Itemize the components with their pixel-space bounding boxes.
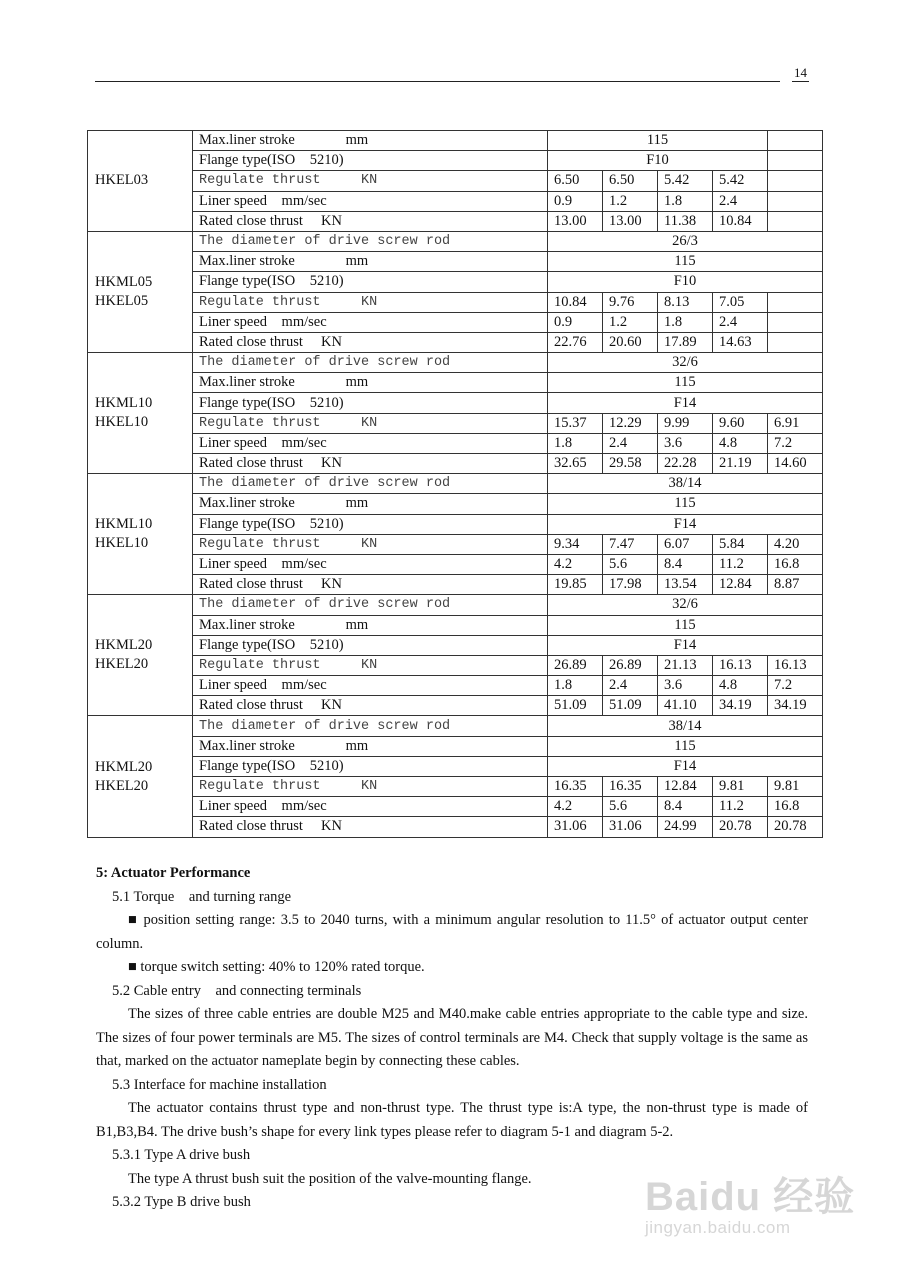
parameter-label: The diameter of drive screw rod (193, 231, 548, 251)
table-row (88, 353, 823, 373)
parameter-value: F14 (548, 514, 823, 534)
model-name: HKEL03 (95, 172, 149, 189)
table-row (88, 433, 823, 453)
parameter-value: 115 (548, 494, 823, 514)
parameter-value: 2.4 (603, 676, 658, 696)
parameter-value: 4.8 (713, 676, 768, 696)
table-row (88, 635, 823, 655)
parameter-value: 9.81 (768, 777, 823, 797)
parameter-value: 6.50 (603, 171, 658, 191)
parameter-value: 115 (548, 615, 823, 635)
model-name: HKEL05 (95, 293, 149, 309)
parameter-value: 11.38 (658, 211, 713, 231)
parameter-value: 41.10 (658, 696, 713, 716)
table-row (88, 131, 823, 151)
subsection-heading: 5.2 Cable entry and connecting terminals (112, 982, 362, 999)
parameter-value: 24.99 (658, 817, 713, 837)
parameter-value: 9.60 (713, 413, 768, 433)
table-row (88, 231, 823, 251)
parameter-value: 1.8 (658, 191, 713, 211)
parameter-value: 20.78 (713, 817, 768, 837)
model-name: HKML10 (95, 395, 153, 412)
table-row (88, 655, 823, 675)
table-row (88, 676, 823, 696)
parameter-label: Liner speed mm/sec (193, 676, 548, 696)
parameter-value: 21.13 (658, 655, 713, 675)
model-name: HKML20 (95, 637, 153, 654)
parameter-value: 14.60 (768, 454, 823, 474)
parameter-value: 4.2 (548, 797, 603, 817)
table-row (88, 211, 823, 231)
parameter-label: The diameter of drive screw rod (193, 595, 548, 615)
parameter-value: 5.42 (658, 171, 713, 191)
parameter-label: Liner speed mm/sec (193, 797, 548, 817)
parameter-value: 115 (548, 736, 823, 756)
parameter-label: The diameter of drive screw rod (193, 353, 548, 373)
parameter-value: 4.20 (768, 534, 823, 554)
parameter-value: 9.76 (603, 292, 658, 312)
parameter-value: 14.63 (713, 332, 768, 352)
parameter-value: 31.06 (603, 817, 658, 837)
parameter-value: 10.84 (713, 211, 768, 231)
parameter-label: Max.liner stroke mm (193, 615, 548, 635)
watermark-logo: Baidu 经验 (645, 1175, 856, 1219)
parameter-label: Flange type(ISO 5210) (193, 514, 548, 534)
bullet-paragraph: ■ torque switch setting: 40% to 120% rated torque. (128, 959, 425, 975)
parameter-value: 38/14 (548, 474, 823, 494)
parameter-label: Rated close thrust KN (193, 575, 548, 595)
parameter-value: 10.84 (548, 292, 603, 312)
parameter-value: 5.84 (713, 534, 768, 554)
parameter-value: 0.9 (548, 312, 603, 332)
table-row (88, 272, 823, 292)
parameter-value: 32/6 (548, 595, 823, 615)
table-row (88, 756, 823, 776)
watermark-url: jingyan.baidu.com (645, 1218, 791, 1237)
parameter-value: 4.2 (548, 554, 603, 574)
parameter-label: Max.liner stroke mm (193, 494, 548, 514)
parameter-value: 32/6 (548, 353, 823, 373)
table-row (88, 494, 823, 514)
parameter-label: The diameter of drive screw rod (193, 474, 548, 494)
model-cell (88, 716, 193, 837)
parameter-value (768, 312, 823, 332)
parameter-label: Flange type(ISO 5210) (193, 635, 548, 655)
parameter-value: 12.84 (713, 575, 768, 595)
parameter-value: 16.8 (768, 554, 823, 574)
parameter-label: Liner speed mm/sec (193, 554, 548, 574)
page-number: 14 (794, 65, 807, 80)
parameter-value: 20.60 (603, 332, 658, 352)
table-row (88, 736, 823, 756)
parameter-label: Regulate thrust KN (193, 655, 548, 675)
parameter-value: 26.89 (548, 655, 603, 675)
model-name: HKML05 (95, 274, 153, 290)
table-row (88, 373, 823, 393)
parameter-value: 29.58 (603, 454, 658, 474)
parameter-value: 1.8 (658, 312, 713, 332)
parameter-value: 22.76 (548, 332, 603, 352)
table-row (88, 595, 823, 615)
table-row (88, 292, 823, 312)
subsection-heading: 5.3 Interface for machine installation (112, 1076, 327, 1093)
subsection-heading: 5.1 Torque and turning range (112, 888, 292, 905)
parameter-value: 12.84 (658, 777, 713, 797)
parameter-value: F14 (548, 756, 823, 776)
parameter-value: 0.9 (548, 191, 603, 211)
subsection-heading: 5.3.2 Type B drive bush (112, 1194, 251, 1210)
parameter-value: 6.50 (548, 171, 603, 191)
parameter-label: Liner speed mm/sec (193, 312, 548, 332)
parameter-value: 32.65 (548, 454, 603, 474)
parameter-value (768, 292, 823, 312)
table-row (88, 171, 823, 191)
parameter-label: Regulate thrust KN (193, 171, 548, 191)
table-row (88, 716, 823, 736)
model-name: HKEL20 (95, 656, 149, 673)
parameter-value: 2.4 (603, 433, 658, 453)
parameter-label: Regulate thrust KN (193, 413, 548, 433)
empty-cell (768, 151, 823, 171)
parameter-value: 21.19 (713, 454, 768, 474)
parameter-label: Rated close thrust KN (193, 817, 548, 837)
model-cell (88, 131, 193, 232)
parameter-value: 5.6 (603, 797, 658, 817)
table-row (88, 777, 823, 797)
table-row (88, 151, 823, 171)
parameter-value: 34.19 (768, 696, 823, 716)
paragraph: The type A thrust bush suit the position of the valve-mounting flange. (128, 1170, 532, 1187)
parameter-label: Regulate thrust KN (193, 534, 548, 554)
parameter-value: 6.91 (768, 413, 823, 433)
parameter-value: 8.4 (658, 797, 713, 817)
parameter-value: 11.2 (713, 797, 768, 817)
parameter-label: Rated close thrust KN (193, 332, 548, 352)
parameter-label: The diameter of drive screw rod (193, 716, 548, 736)
parameter-value: 12.29 (603, 413, 658, 433)
parameter-value: 9.99 (658, 413, 713, 433)
table-row (88, 252, 823, 272)
parameter-value: 5.6 (603, 554, 658, 574)
header-rule (95, 81, 780, 82)
parameter-value: 1.2 (603, 312, 658, 332)
model-name: HKEL10 (95, 535, 149, 552)
parameter-value: 19.85 (548, 575, 603, 595)
table-row (88, 575, 823, 595)
parameter-value: 16.13 (713, 655, 768, 675)
parameter-value: 51.09 (603, 696, 658, 716)
table-row (88, 554, 823, 574)
parameter-value: F14 (548, 635, 823, 655)
model-cell (88, 474, 193, 595)
parameter-value: 16.35 (548, 777, 603, 797)
parameter-value: 5.42 (713, 171, 768, 191)
table-row (88, 534, 823, 554)
parameter-value: 13.00 (603, 211, 658, 231)
parameter-value: F14 (548, 393, 823, 413)
parameter-value: 11.2 (713, 554, 768, 574)
parameter-label: Max.liner stroke mm (193, 373, 548, 393)
parameter-value: 34.19 (713, 696, 768, 716)
parameter-value (768, 171, 823, 191)
parameter-value: 1.8 (548, 676, 603, 696)
model-cell (88, 353, 193, 474)
parameter-value: 115 (548, 252, 823, 272)
parameter-label: Flange type(ISO 5210) (193, 151, 548, 171)
parameter-label: Flange type(ISO 5210) (193, 756, 548, 776)
parameter-value: 31.06 (548, 817, 603, 837)
table-row (88, 454, 823, 474)
section-body (96, 862, 808, 1215)
parameter-value: 2.4 (713, 312, 768, 332)
parameter-label: Rated close thrust KN (193, 211, 548, 231)
model-name: HKML10 (95, 516, 153, 533)
table-row (88, 817, 823, 837)
watermark (645, 1165, 855, 1238)
model-name: HKEL20 (95, 777, 149, 794)
parameter-value: 22.28 (658, 454, 713, 474)
parameter-value: 15.37 (548, 413, 603, 433)
spec-table (87, 130, 823, 838)
table-row (88, 615, 823, 635)
parameter-value: 8.13 (658, 292, 713, 312)
table-row (88, 696, 823, 716)
parameter-value: 7.05 (713, 292, 768, 312)
table-row (88, 797, 823, 817)
parameter-value: 13.00 (548, 211, 603, 231)
parameter-value: 3.6 (658, 676, 713, 696)
table-row (88, 191, 823, 211)
parameter-value: 20.78 (768, 817, 823, 837)
parameter-value: 51.09 (548, 696, 603, 716)
paragraph: The actuator contains thrust type and non-thrust type. The thrust type is:A type, the non-thrust type is made of B1,B3,B4. The drive bush’s shape for every link types please refer to diagram 5-1 and diagram 5-2. (96, 1100, 808, 1140)
parameter-value (768, 332, 823, 352)
table-row (88, 413, 823, 433)
parameter-value: 9.34 (548, 534, 603, 554)
parameter-value: 2.4 (713, 191, 768, 211)
parameter-value (768, 211, 823, 231)
model-name: HKML20 (95, 758, 153, 775)
parameter-value: 1.2 (603, 191, 658, 211)
parameter-label: Regulate thrust KN (193, 777, 548, 797)
table-row (88, 514, 823, 534)
parameter-value: 26.89 (603, 655, 658, 675)
parameter-value: 7.2 (768, 433, 823, 453)
paragraph: The sizes of three cable entries are double M25 and M40.make cable entries appropriate to the cable type and size. The sizes of four power terminals are M5. The sizes of control terminals are M4. Check that supply voltage is the same as that, marked on the actuator nameplate begin by connecting these cables. (96, 1006, 808, 1069)
parameter-label: Flange type(ISO 5210) (193, 272, 548, 292)
model-cell (88, 595, 193, 716)
parameter-value: 26/3 (548, 231, 823, 251)
parameter-label: Rated close thrust KN (193, 696, 548, 716)
subsection-heading: 5.3.1 Type A drive bush (112, 1147, 251, 1163)
parameter-value: 17.89 (658, 332, 713, 352)
model-name: HKEL10 (95, 414, 149, 431)
parameter-label: Liner speed mm/sec (193, 191, 548, 211)
parameter-value: 6.07 (658, 534, 713, 554)
parameter-value: 9.81 (713, 777, 768, 797)
parameter-label: Regulate thrust KN (193, 292, 548, 312)
table-row (88, 474, 823, 494)
model-cell (88, 231, 193, 352)
parameter-value: 8.4 (658, 554, 713, 574)
empty-cell (768, 131, 823, 151)
parameter-value: 8.87 (768, 575, 823, 595)
parameter-value: 16.13 (768, 655, 823, 675)
parameter-value: 16.8 (768, 797, 823, 817)
parameter-value: 4.8 (713, 433, 768, 453)
parameter-value: 115 (548, 131, 768, 151)
parameter-value: 7.2 (768, 676, 823, 696)
parameter-label: Max.liner stroke mm (193, 131, 548, 151)
parameter-value: 13.54 (658, 575, 713, 595)
section-heading: 5: Actuator Performance (96, 865, 251, 881)
parameter-value: 3.6 (658, 433, 713, 453)
parameter-value (768, 191, 823, 211)
parameter-label: Max.liner stroke mm (193, 736, 548, 756)
parameter-value: 1.8 (548, 433, 603, 453)
parameter-value: 38/14 (548, 716, 823, 736)
table-row (88, 393, 823, 413)
parameter-value: 7.47 (603, 534, 658, 554)
parameter-value: F10 (548, 151, 768, 171)
parameter-value: 16.35 (603, 777, 658, 797)
parameter-label: Rated close thrust KN (193, 454, 548, 474)
parameter-value: 17.98 (603, 575, 658, 595)
parameter-label: Max.liner stroke mm (193, 252, 548, 272)
parameter-value: F10 (548, 272, 823, 292)
table-row (88, 312, 823, 332)
table-row (88, 332, 823, 352)
parameter-label: Flange type(ISO 5210) (193, 393, 548, 413)
parameter-label: Liner speed mm/sec (193, 433, 548, 453)
parameter-value: 115 (548, 373, 823, 393)
bullet-paragraph: ■ position setting range: 3.5 to 2040 turns, with a minimum angular resolution to 11.5° of actuator output center column. (96, 912, 808, 952)
